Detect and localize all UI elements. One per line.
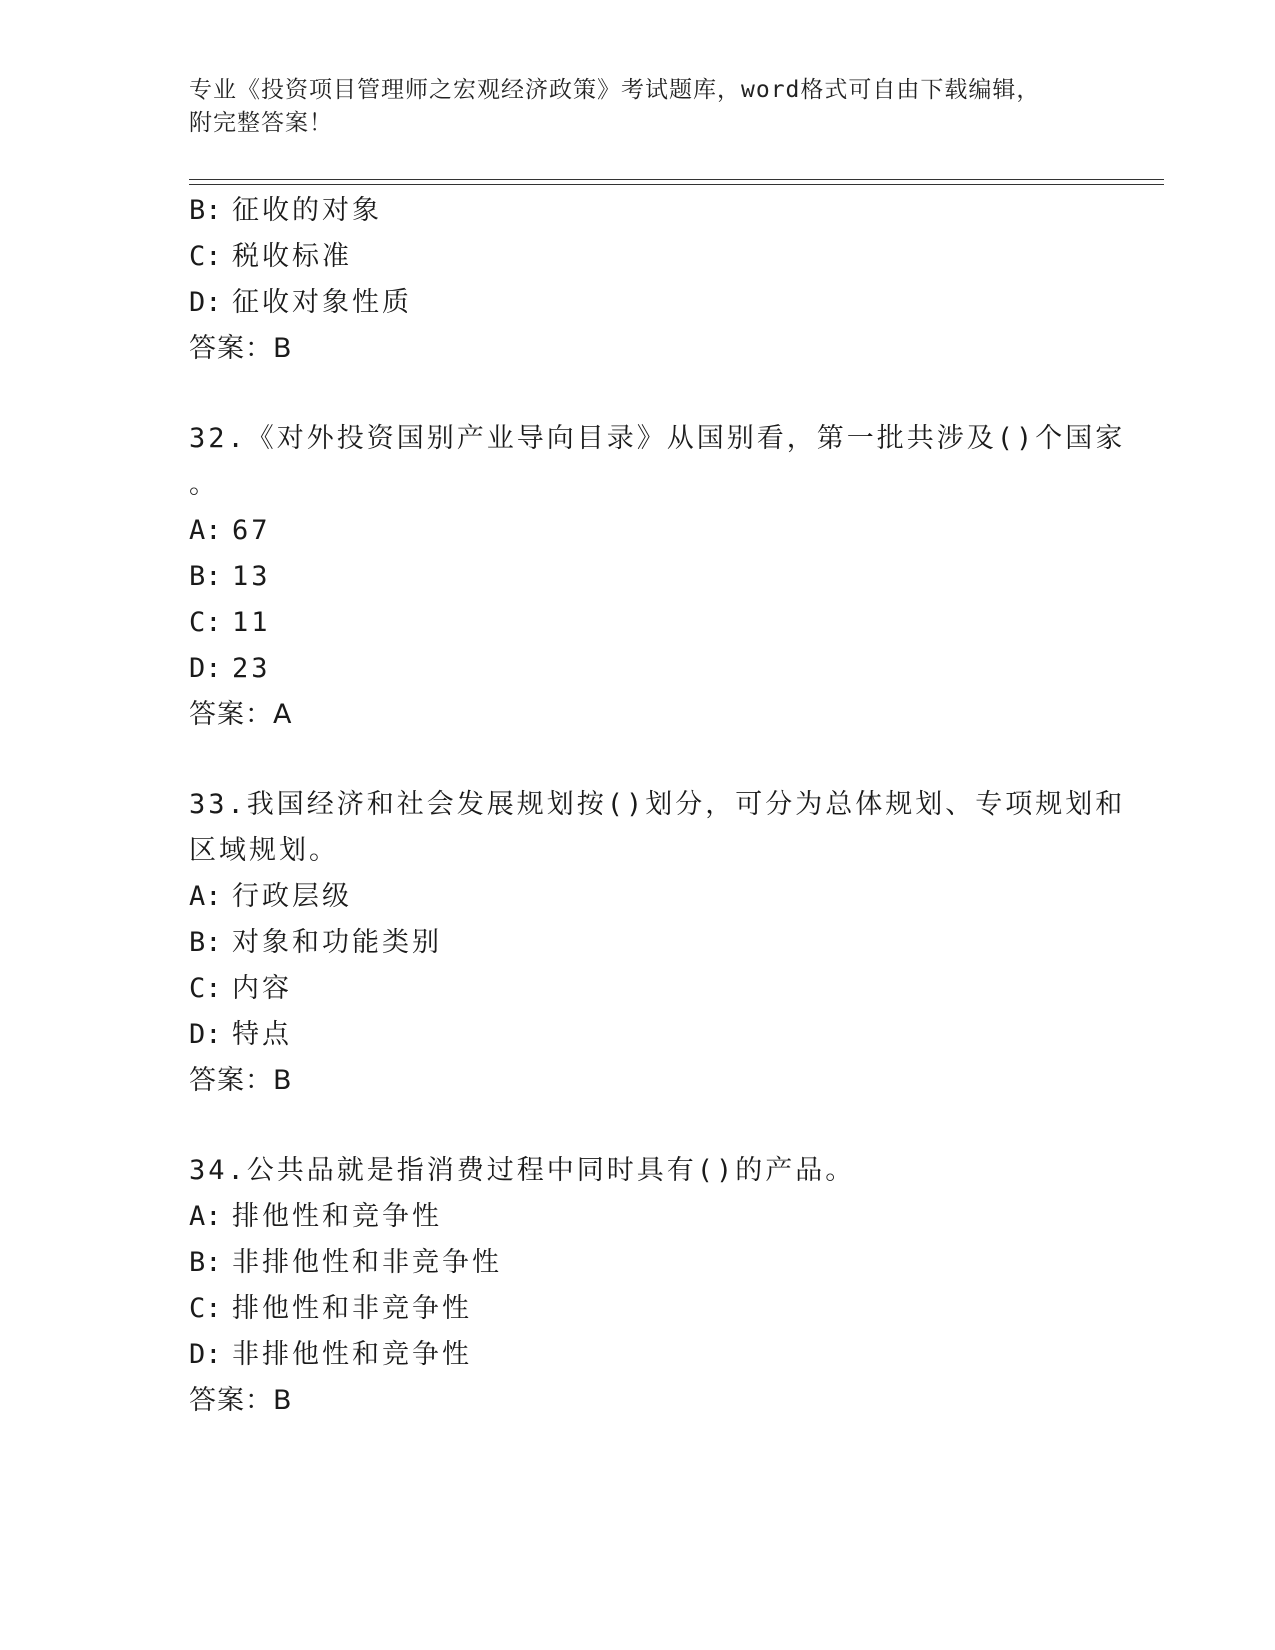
option-b bbox=[189, 554, 1089, 600]
option-b bbox=[189, 920, 1089, 966]
option-key: C: bbox=[189, 1293, 222, 1324]
option-b bbox=[189, 188, 1089, 234]
header-divider-bottom bbox=[189, 184, 1164, 185]
option-key: D: bbox=[189, 287, 222, 318]
option-key: A: bbox=[189, 515, 222, 546]
option-text: 对象和功能类别 bbox=[232, 927, 442, 958]
answer-line: 答案：A bbox=[189, 699, 293, 730]
header-line-2: 附完整答案！ bbox=[189, 110, 333, 136]
option-text: 67 bbox=[232, 515, 271, 546]
option-text: 行政层级 bbox=[232, 881, 352, 912]
option-key: D: bbox=[189, 1019, 222, 1050]
answer-line: 答案：B bbox=[189, 1385, 293, 1416]
option-key: D: bbox=[189, 1339, 222, 1370]
option-a bbox=[189, 1194, 1089, 1240]
option-text: 特点 bbox=[232, 1019, 292, 1050]
answer-line: 答案：B bbox=[189, 333, 293, 364]
option-key: B: bbox=[189, 195, 222, 226]
option-c bbox=[189, 234, 1089, 280]
option-key: A: bbox=[189, 881, 222, 912]
option-d bbox=[189, 646, 1089, 692]
question-32 bbox=[189, 416, 1126, 738]
option-key: B: bbox=[189, 927, 222, 958]
option-text: 排他性和竞争性 bbox=[232, 1201, 442, 1232]
option-key: A: bbox=[189, 1201, 222, 1232]
option-c bbox=[189, 1286, 1089, 1332]
option-d bbox=[189, 1012, 1089, 1058]
option-text: 11 bbox=[232, 607, 271, 638]
option-key: C: bbox=[189, 607, 222, 638]
option-a bbox=[189, 508, 1089, 554]
header-divider-top bbox=[189, 179, 1164, 180]
question-list bbox=[189, 188, 1126, 1424]
option-key: C: bbox=[189, 973, 222, 1004]
option-text: 内容 bbox=[232, 973, 292, 1004]
option-text: 征收对象性质 bbox=[232, 287, 412, 318]
answer-line: 答案：B bbox=[189, 1065, 293, 1096]
option-text: 非排他性和竞争性 bbox=[232, 1339, 472, 1370]
option-key: D: bbox=[189, 653, 222, 684]
question-text-line-2: 区域规划。 bbox=[189, 835, 339, 866]
question-text-line-1: 32.《对外投资国别产业导向目录》从国别看，第一批共涉及()个国家 bbox=[189, 423, 1126, 454]
question-33 bbox=[189, 782, 1126, 1104]
option-a bbox=[189, 874, 1089, 920]
option-key: B: bbox=[189, 561, 222, 592]
option-b bbox=[189, 1240, 1089, 1286]
option-c bbox=[189, 966, 1089, 1012]
option-key: C: bbox=[189, 241, 222, 272]
option-key: B: bbox=[189, 1247, 222, 1278]
header-line-1: 专业《投资项目管理师之宏观经济政策》考试题库，word格式可自由下载编辑， bbox=[189, 77, 1041, 103]
option-text: 税收标准 bbox=[232, 241, 352, 272]
option-d bbox=[189, 280, 1089, 326]
question-31-continued bbox=[189, 188, 1089, 372]
option-text: 13 bbox=[232, 561, 271, 592]
question-34 bbox=[189, 1148, 1089, 1424]
question-text-line-2: 。 bbox=[189, 469, 219, 500]
option-text: 23 bbox=[232, 653, 271, 684]
question-text-line-1: 34.公共品就是指消费过程中同时具有()的产品。 bbox=[189, 1155, 856, 1186]
option-text: 征收的对象 bbox=[232, 195, 382, 226]
option-text: 非排他性和非竞争性 bbox=[232, 1247, 502, 1278]
question-text-line-1: 33.我国经济和社会发展规划按()划分，可分为总体规划、专项规划和 bbox=[189, 789, 1126, 820]
option-c bbox=[189, 600, 1089, 646]
document-header bbox=[189, 74, 1089, 140]
option-d bbox=[189, 1332, 1089, 1378]
option-text: 排他性和非竞争性 bbox=[232, 1293, 472, 1324]
